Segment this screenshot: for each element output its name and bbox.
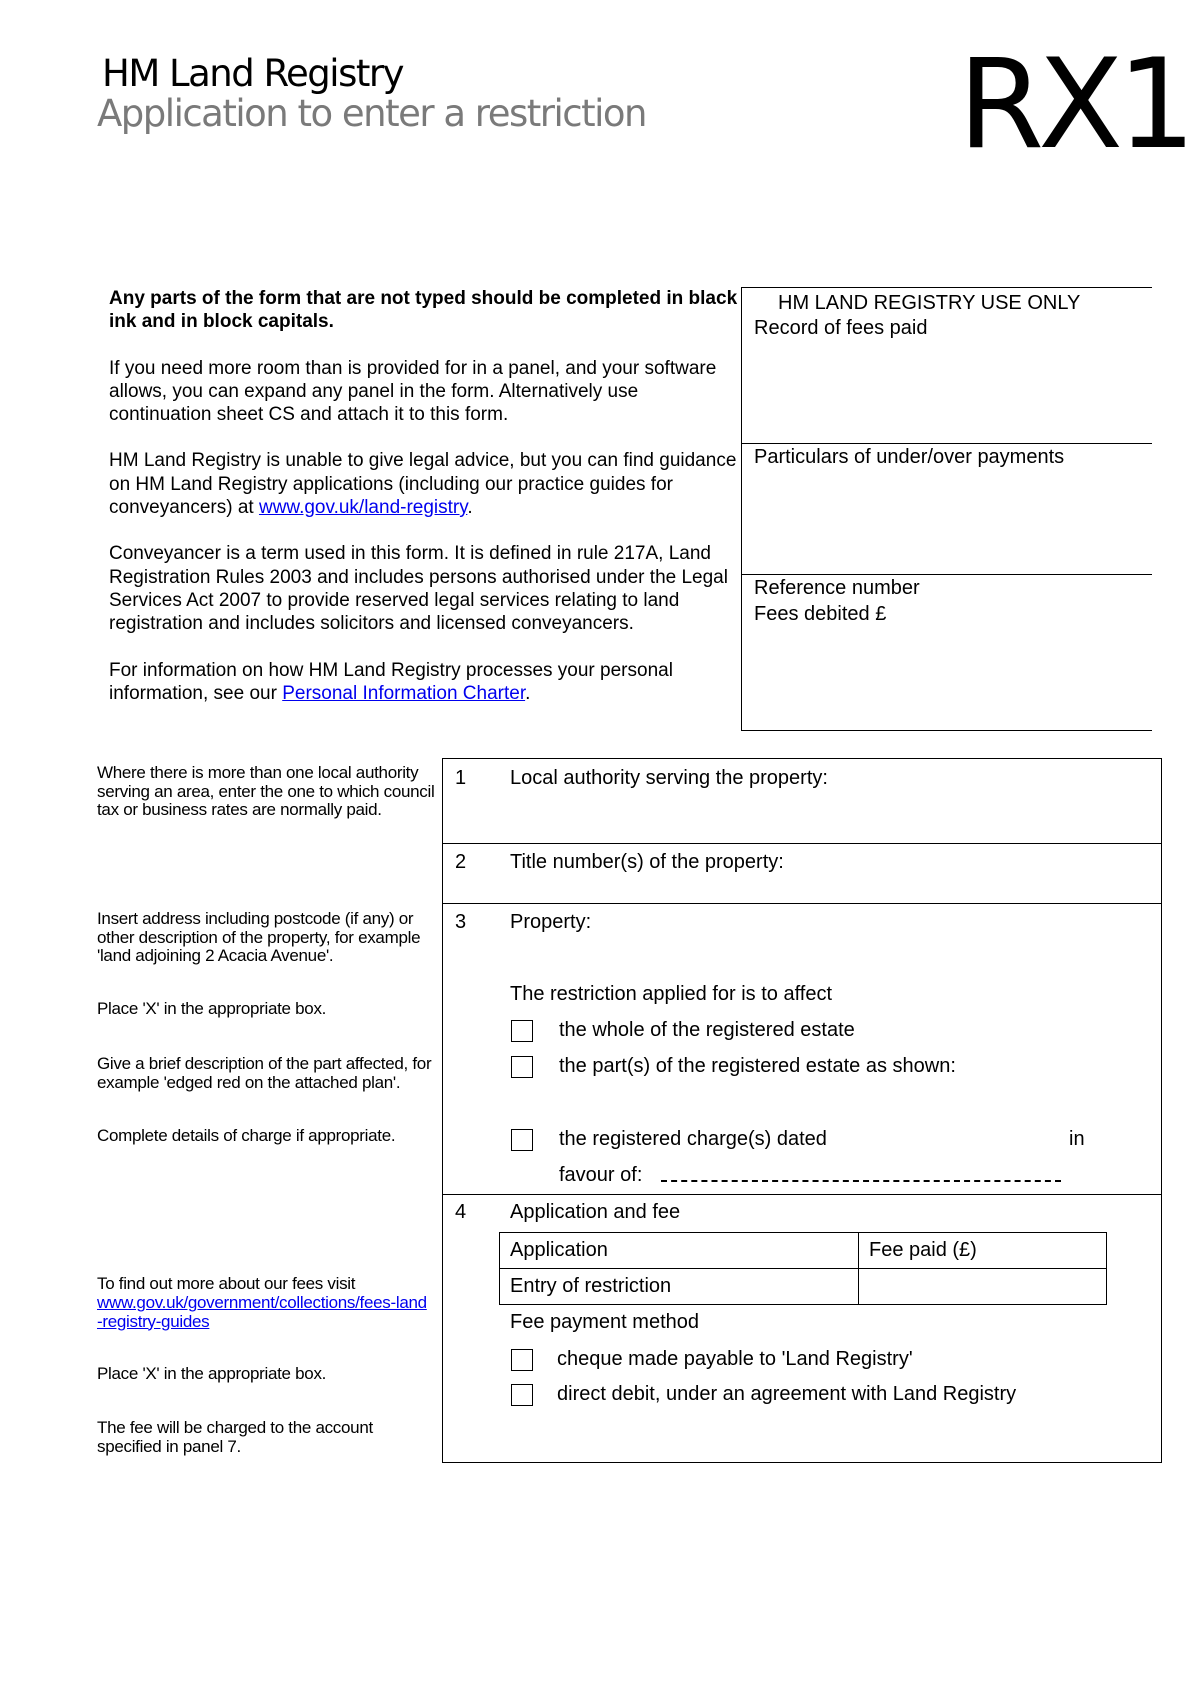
registered-charge-checkbox[interactable] <box>511 1129 533 1151</box>
organisation-name: HM Land Registry <box>102 52 403 95</box>
advice-text: HM Land Registry is unable to give legal advice, but you can find guidance on HM Land Registry applications (including our practice guides for conveyancers) at <box>109 450 737 519</box>
ink-notice: Any parts of the form that are not typed should be completed in black ink and in block capitals. <box>109 288 738 333</box>
fees-record-label: Record of fees paid <box>754 317 928 339</box>
conveyancer-definition: Conveyancer is a term used in this form. It is defined in rule 217A, Land Registration Rules 2003 and includes persons authorised under the Legal Services Act 2007 to provide reserved legal services relating to land registration and includes solicitors and licensed conveyancers. <box>109 543 728 635</box>
land-registry-link[interactable]: www.gov.uk/land-registry <box>258 497 468 519</box>
note-fees-info: To find out more about our fees visit <box>97 1274 356 1293</box>
fees-debited-label: Fees debited £ <box>754 603 887 625</box>
legal-advice-notice <box>109 449 739 519</box>
panel-4-label: Application and fee <box>510 1201 681 1223</box>
fee-table-header <box>500 1233 1107 1269</box>
whole-estate-label: the whole of the registered estate <box>559 1019 855 1041</box>
panels-box <box>442 758 1162 1463</box>
reference-label: Reference number <box>754 577 920 599</box>
note-address: Insert address including postcode (if any) or other description of the property, for example 'land adjoining 2 Acacia Avenue'. <box>97 909 421 965</box>
form-code: RX1 <box>958 33 1190 177</box>
direct-debit-checkbox[interactable] <box>511 1384 533 1406</box>
intro-guidance <box>109 287 739 728</box>
favour-of-line[interactable] <box>661 1180 1061 1182</box>
personal-information-charter-link[interactable]: Personal Information Charter <box>282 682 526 704</box>
note-place-x: Place 'X' in the appropriate box. <box>97 999 327 1018</box>
panel-4-number: 4 <box>455 1201 467 1223</box>
panel-divider <box>443 843 1161 844</box>
payment-method-label: Fee payment method <box>510 1311 699 1333</box>
fee-table-header-cell: Fee paid (£) <box>859 1233 1107 1269</box>
more-room-notice: If you need more room than is provided for in a panel, and your software allows, you can expand any panel in the form. Alternatively use continuation sheet CS and attach it to this form. <box>109 357 717 426</box>
cheque-label: cheque made payable to 'Land Registry' <box>557 1348 913 1370</box>
part-estate-label: the part(s) of the registered estate as shown: <box>559 1055 956 1077</box>
note-local-authority: Where there is more than one local authority serving an area, enter the one to which council tax or business rates are normally paid. <box>97 763 435 819</box>
restriction-affects-label: The restriction applied for is to affect <box>510 983 833 1005</box>
panel-1-label: Local authority serving the property: <box>510 767 828 789</box>
note-fee-account: The fee will be charged to the account specified in panel 7. <box>97 1418 373 1456</box>
payments-label: Particulars of under/over payments <box>754 446 1065 468</box>
panel-divider <box>443 1194 1161 1195</box>
fee-table-cell: Entry of restriction <box>500 1269 859 1305</box>
direct-debit-label: direct debit, under an agreement with Land Registry <box>557 1383 1017 1405</box>
privacy-text: For information on how HM Land Registry processes your personal information, see our <box>109 659 673 704</box>
privacy-suffix: . <box>525 682 531 704</box>
cheque-checkbox[interactable] <box>511 1349 533 1371</box>
panel-2-label: Title number(s) of the property: <box>510 851 784 873</box>
whole-estate-checkbox[interactable] <box>511 1020 533 1042</box>
panel-2-number: 2 <box>455 851 467 873</box>
part-estate-checkbox[interactable] <box>511 1056 533 1078</box>
fee-table <box>499 1232 1107 1305</box>
fee-table-header-cell: Application <box>500 1233 859 1269</box>
fee-paid-cell[interactable] <box>859 1269 1107 1305</box>
note-place-x: Place 'X' in the appropriate box. <box>97 1364 327 1383</box>
panel-divider <box>443 903 1161 904</box>
panel-3-number: 3 <box>455 911 467 933</box>
office-use-box <box>741 287 1152 731</box>
registered-charge-in: in <box>1069 1128 1085 1150</box>
panel-3-label: Property: <box>510 911 592 933</box>
privacy-notice <box>109 659 739 706</box>
favour-of-label: favour of: <box>559 1164 643 1186</box>
panel-1-number: 1 <box>455 767 467 789</box>
registered-charge-label: the registered charge(s) dated <box>559 1128 827 1150</box>
office-use-heading: HM LAND REGISTRY USE ONLY <box>778 292 1081 314</box>
advice-suffix: . <box>467 497 473 519</box>
fees-guides-link[interactable]: www.gov.uk/government/collections/fees-land-registry-guides <box>97 1293 427 1331</box>
note-charge-details: Complete details of charge if appropriate. <box>97 1126 396 1145</box>
table-row <box>500 1269 1107 1305</box>
form-title: Application to enter a restriction <box>97 92 646 135</box>
note-part-description: Give a brief description of the part affected, for example 'edged red on the attached plan'. <box>97 1054 432 1092</box>
